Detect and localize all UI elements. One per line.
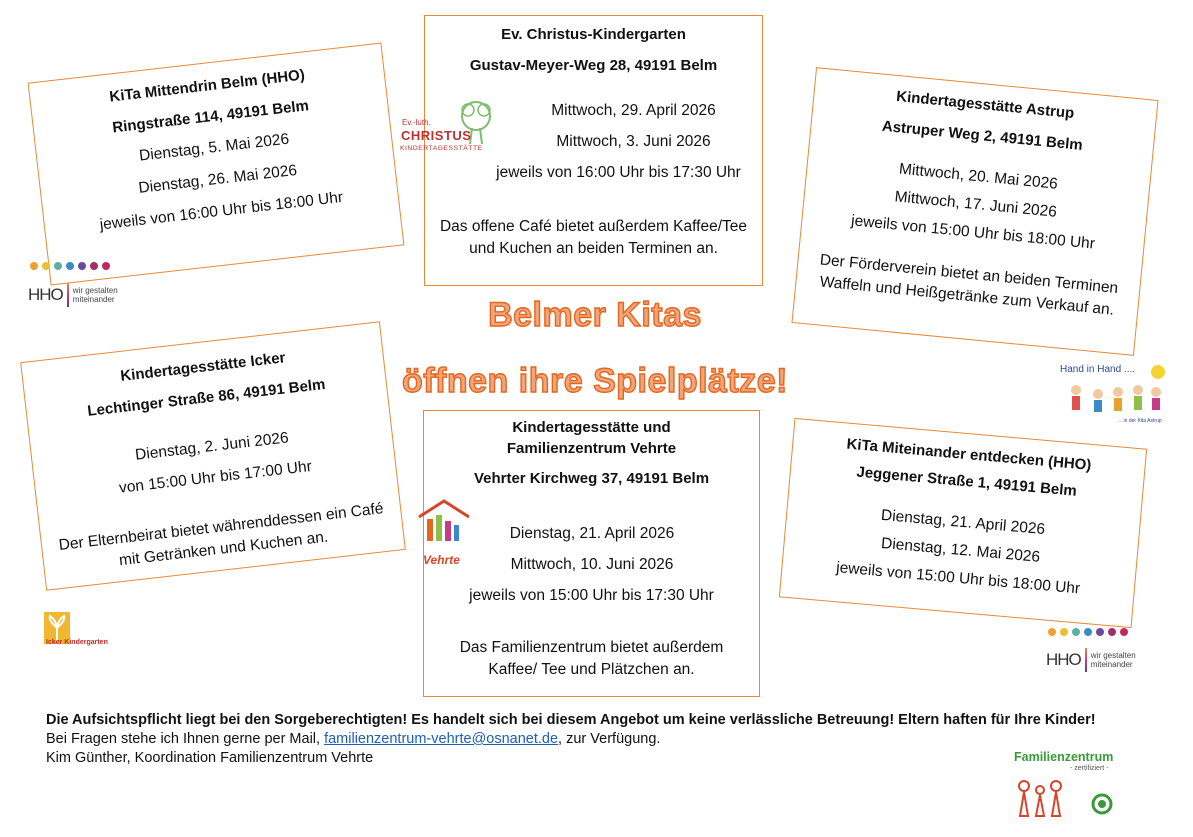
box-address: Vehrter Kirchweg 37, 49191 Belm — [473, 470, 710, 487]
dot — [1120, 628, 1128, 636]
hho-logo — [1046, 648, 1136, 672]
headline-line-1: Belmer Kitas — [488, 296, 702, 334]
contact-prefix: Bei Fragen stehe ich Ihnen gerne per Mail, — [46, 731, 321, 747]
kita-mittendrin-box — [28, 43, 405, 286]
box-time: von 15:00 Uhr bis 17:00 Uhr — [118, 457, 313, 497]
hho-logo — [28, 283, 118, 307]
dot — [1096, 628, 1104, 636]
christus-logo-small: Ev.-luth. — [402, 118, 431, 127]
hho-mark: HHO — [1046, 650, 1081, 669]
box-address: Ringstraße 114, 49191 Belm — [111, 97, 310, 137]
dot — [1060, 628, 1068, 636]
hho-color-dots — [30, 262, 110, 270]
hand-in-hand-sub: ... in der Kita Astrup — [1118, 418, 1162, 424]
contact-line — [46, 730, 1146, 749]
box-date: Dienstag, 12. Mai 2026 — [880, 534, 1041, 566]
christus-logo-name: CHRISTUS — [401, 128, 472, 143]
box-date: Dienstag, 26. Mai 2026 — [137, 161, 298, 197]
hho-tagline: wir gestalten miteinander — [1090, 651, 1136, 669]
box-note: Der Förderverein bietet an beiden Terminen Waffeln und Heißgetränke zum Verkauf an. — [818, 251, 1119, 319]
vehrte-kita-logo — [415, 497, 473, 569]
box-date: Dienstag, 21. April 2026 — [880, 506, 1046, 539]
dot — [1084, 628, 1092, 636]
box-date: Dienstag, 21. April 2026 — [509, 525, 675, 542]
box-time: jeweils von 15:00 Uhr bis 18:00 Uhr — [835, 559, 1081, 598]
icker-kindergarten-logo — [44, 612, 144, 650]
box-date: Mittwoch, 20. Mai 2026 — [898, 160, 1059, 193]
box-time: jeweils von 16:00 Uhr bis 18:00 Uhr — [98, 188, 344, 234]
dot — [66, 262, 74, 270]
kita-icker-box — [20, 321, 406, 591]
box-note: Das offene Café bietet außerdem Kaffee/Tee und Kuchen an beiden Terminen an. — [439, 218, 748, 257]
box-title: Kindertagesstätte Astrup — [895, 87, 1075, 123]
hho-mark: HHO — [28, 285, 63, 304]
box-date: Dienstag, 2. Juni 2026 — [134, 429, 290, 464]
box-date: Mittwoch, 17. Juni 2026 — [893, 188, 1058, 221]
familienzentrum-certified-logo — [1010, 750, 1130, 834]
christus-logo-sub: KINDERTAGESSTÄTTE — [400, 145, 483, 152]
hand-in-hand-text: Hand in Hand .... — [1060, 364, 1136, 375]
box-title: Kindertagesstätte und Familienzentrum Vehrte — [506, 419, 677, 457]
hand-in-hand-logo — [1058, 360, 1188, 430]
dot — [54, 262, 62, 270]
box-note: Das Familienzentrum bietet außerdem Kaffee/ Tee und Plätzchen an. — [459, 639, 724, 678]
icker-logo-text: Icker Kindergarten — [46, 639, 108, 646]
box-time: jeweils von 15:00 Uhr bis 18:00 Uhr — [850, 212, 1096, 253]
dot — [78, 262, 86, 270]
box-title: Kindertagesstätte Icker — [119, 349, 287, 385]
hho-separator — [67, 283, 69, 307]
box-address: Jeggener Straße 1, 49191 Belm — [855, 463, 1078, 500]
footer-notice — [46, 711, 1146, 768]
box-date: Mittwoch, 29. April 2026 — [551, 102, 716, 119]
hho-color-dots — [1048, 628, 1128, 636]
box-time: jeweils von 15:00 Uhr bis 17:30 Uhr — [469, 587, 714, 604]
dot — [30, 262, 38, 270]
dot — [1072, 628, 1080, 636]
dot — [42, 262, 50, 270]
christus-kindergarten-logo — [398, 98, 502, 158]
kita-vehrte-box — [423, 410, 760, 697]
family-figures-icon — [1010, 772, 1130, 832]
box-title: KiTa Miteinander entdecken (HHO) — [845, 435, 1093, 474]
box-date: Mittwoch, 3. Juni 2026 — [556, 133, 711, 150]
hho-separator — [1085, 648, 1087, 672]
contact-suffix: , zur Verfügung. — [558, 731, 661, 747]
box-date: Dienstag, 5. Mai 2026 — [138, 130, 291, 165]
kita-astrup-box — [791, 67, 1158, 356]
box-note: Der Elternbeirat bietet währenddessen ein Café mit Getränken und Kuchen an. — [57, 500, 385, 570]
vehrte-logo-text: Vehrte — [423, 553, 460, 567]
house-family-icon — [415, 497, 473, 547]
email-link[interactable]: familienzentrum-vehrte@osnanet.de — [324, 731, 559, 747]
dot — [1048, 628, 1056, 636]
dot — [102, 262, 110, 270]
box-title: Ev. Christus-Kindergarten — [501, 26, 686, 43]
headline-line-2: öffnen ihre Spielplätze! — [401, 362, 789, 400]
supervision-warning: Die Aufsichtspflicht liegt bei den Sorgeberechtigten! Es handelt sich bei diesem Angebot um keine verlässliche Betreuung! Eltern haften für Ihre Kinder! — [46, 712, 1096, 728]
dot — [90, 262, 98, 270]
box-title: KiTa Mittendrin Belm (HHO) — [108, 66, 306, 106]
box-date: Mittwoch, 10. Juni 2026 — [510, 556, 674, 573]
box-address: Gustav-Meyer-Weg 28, 49191 Belm — [469, 57, 718, 74]
signature: Kim Günther, Koordination Familienzentrum Vehrte — [46, 750, 374, 766]
hho-tagline: wir gestalten miteinander — [72, 286, 118, 304]
box-address: Lechtinger Straße 86, 49191 Belm — [86, 375, 327, 420]
familienzentrum-logo-name: Familienzentrum — [1014, 750, 1114, 764]
familienzentrum-logo-sub: - zertifiziert - — [1070, 765, 1109, 772]
dot — [1108, 628, 1116, 636]
kita-miteinander-box — [779, 418, 1147, 628]
box-address: Astruper Weg 2, 49191 Belm — [881, 117, 1084, 154]
box-time: jeweils von 16:00 Uhr bis 17:30 Uhr — [496, 164, 741, 181]
